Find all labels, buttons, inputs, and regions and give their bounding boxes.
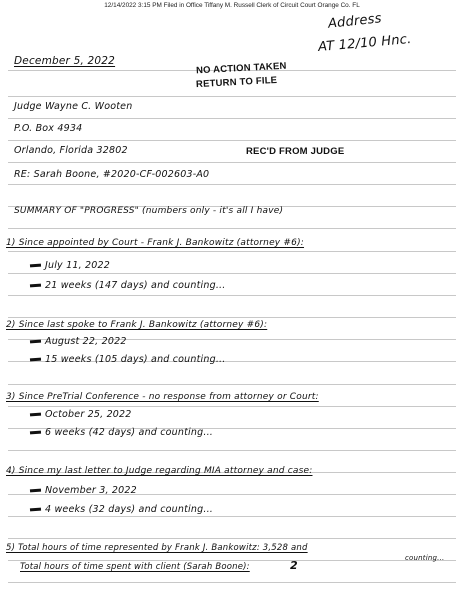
summary-heading: SUMMARY OF "PROGRESS" (numbers only - it's all I have): [14, 206, 284, 216]
item-4-heading: 4) Since my last letter to Judge regarding MIA attorney and case:: [6, 466, 313, 476]
item-2-duration: 15 weeks (105 days) and counting...: [30, 354, 226, 365]
item-1-duration: 21 weeks (147 days) and counting...: [30, 280, 226, 291]
bullet-dash-icon: [30, 284, 41, 288]
bullet-dash-icon: [30, 431, 41, 435]
bullet-dash-icon: [30, 508, 41, 512]
addressee-name: Judge Wayne C. Wooten: [14, 101, 133, 112]
no-action-stamp: NO ACTION TAKEN: [195, 60, 287, 77]
recd-from-judge-stamp: REC'D FROM JUDGE: [246, 146, 345, 157]
bullet-dash-icon: [30, 358, 41, 362]
item-2-heading: 2) Since last spoke to Frank J. Bankowitz (attorney #6):: [6, 320, 268, 330]
addressee-pobox: P.O. Box 4934: [14, 123, 83, 134]
item-4-duration: 4 weeks (32 days) and counting...: [30, 504, 213, 515]
item-1-heading: 1) Since appointed by Court - Frank J. Bankowitz (attorney #6):: [6, 238, 305, 248]
item-4-date: November 3, 2022: [30, 485, 137, 496]
item-3-heading: 3) Since PreTrial Conference - no response from attorney or Court:: [6, 392, 319, 402]
item-3-duration: 6 weeks (42 days) and counting...: [30, 427, 213, 438]
case-reference: RE: Sarah Boone, #2020-CF-002603-A0: [14, 169, 210, 180]
item-5-line-2: Total hours of time spent with client (Sarah Boone):: [20, 562, 250, 572]
bullet-dash-icon: [30, 489, 41, 493]
item-5-line-1: 5) Total hours of time represented by Frank J. Bankowitz: 3,528 and: [6, 543, 308, 553]
filing-stamp-header: 12/14/2022 3:15 PM Filed in Office Tiffany M. Russell Clerk of Circuit Court Orange Co. FL: [104, 2, 360, 9]
item-1-date: July 11, 2022: [30, 260, 110, 271]
handwritten-date-initials: AT 12/10 Hnc.: [317, 31, 412, 56]
bullet-dash-icon: [30, 264, 41, 268]
addressee-city: Orlando, Florida 32802: [14, 145, 128, 156]
item-2-date: August 22, 2022: [30, 336, 127, 347]
return-to-file-stamp: RETURN TO FILE: [195, 74, 278, 91]
bullet-dash-icon: [30, 340, 41, 344]
item-5-client-hours: 2: [290, 559, 298, 572]
handwritten-address-note: Address: [327, 11, 383, 32]
item-3-date: October 25, 2022: [30, 409, 132, 420]
item-5-counting: counting...: [405, 554, 445, 562]
bullet-dash-icon: [30, 413, 41, 417]
letter-date: December 5, 2022: [14, 55, 116, 67]
